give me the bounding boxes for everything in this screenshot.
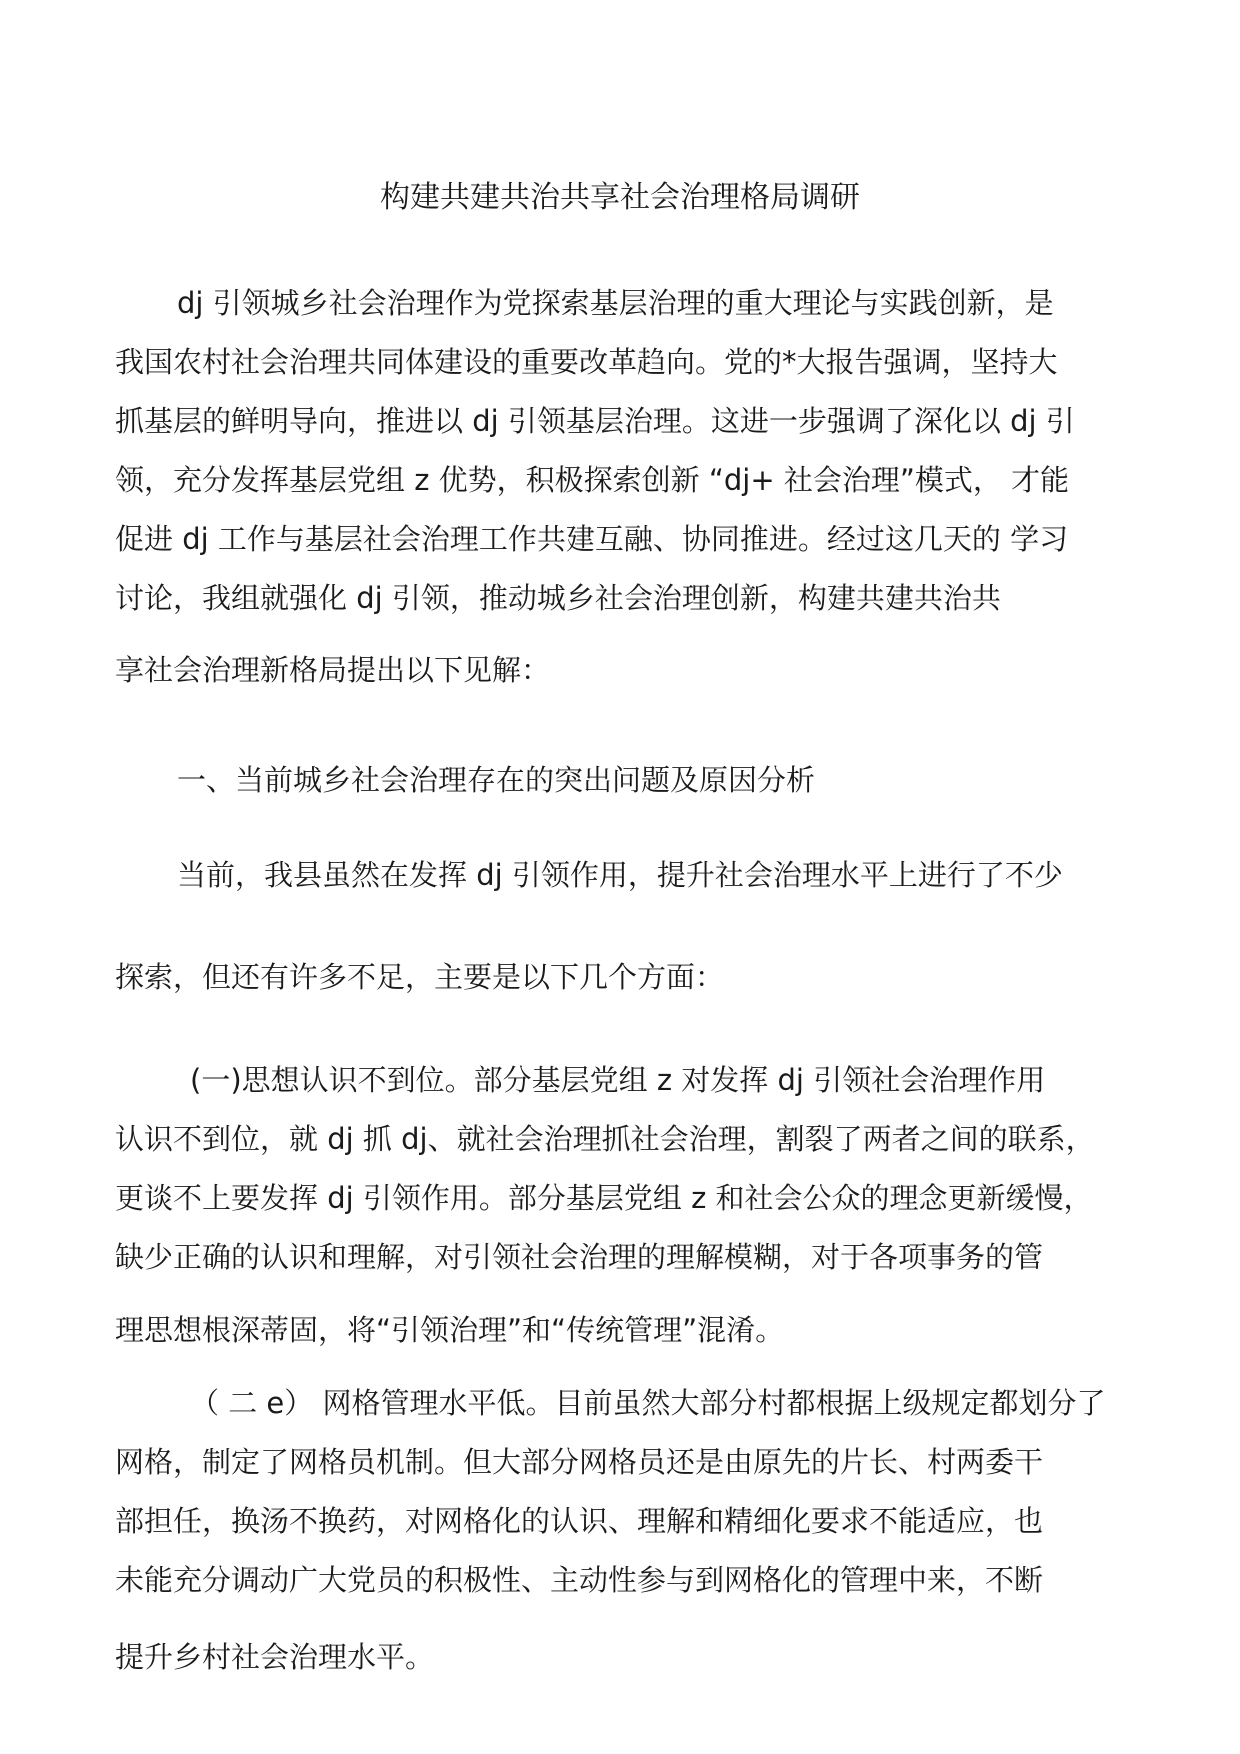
paragraph-line: 享社会治理新格局提出以下见解： [115,653,551,687]
paragraph-line: 当前，我县虽然在发挥 dj 引领作用，提升社会治理水平上进行了不少 [177,858,1063,892]
paragraph-line: 未能充分调动广大党员的积极性、主动性参与到网格化的管理中来，不断 [115,1563,1044,1597]
paragraph-line: (一)思想认识不到位。部分基层党组 z 对发挥 dj 引领社会治理作用 [190,1063,1046,1097]
paragraph-line: 提升乡村社会治理水平。 [115,1640,435,1674]
paragraph-line: 讨论，我组就强化 dj 引领，推动城乡社会治理创新，构建共建共治共 [115,581,1001,615]
paragraph-line: 认识不到位，就 dj 抓 dj、就社会治理抓社会治理，割裂了两者之间的联系， [115,1122,1095,1156]
paragraph-line: 我国农村社会治理共同体建设的重要改革趋向。党的*大报告强调，坚持大 [115,345,1058,379]
section-heading: 一、当前城乡社会治理存在的突出问题及原因分析 [177,763,816,797]
paragraph-line: 促进 dj 工作与基层社会治理工作共建互融、协同推进。经过这几天的 学习 [115,522,1069,556]
paragraph-line: 部担任，换汤不换药，对网格化的认识、理解和精细化要求不能适应，也 [115,1504,1044,1538]
paragraph-line: dj 引领城乡社会治理作为党探索基层治理的重大理论与实践创新，是 [177,286,1054,320]
paragraph-line: 更谈不上要发挥 dj 引领作用。部分基层党组 z 和社会公众的理念更新缓慢， [115,1181,1093,1215]
paragraph-line: 探索，但还有许多不足，主要是以下几个方面： [115,960,725,994]
paragraph-line: 网格，制定了网格员机制。但大部分网格员还是由原先的片长、村两委干 [115,1445,1044,1479]
paragraph-line: 缺少正确的认识和理解，对引领社会治理的理解模糊，对于各项事务的管 [115,1240,1044,1274]
paragraph-line: （ 二 e） 网格管理水平低。目前虽然大部分村都根据上级规定都划分了 [190,1386,1106,1420]
paragraph-line: 理思想根深蒂固，将“引领治理”和“传统管理”混淆。 [115,1313,785,1347]
paragraph-line: 领，充分发挥基层党组 z 优势，积极探索创新 “dj+ 社会治理”模式， 才能 [115,463,1070,497]
document-title: 构建共建共治共享社会治理格局调研 [380,180,860,215]
paragraph-line: 抓基层的鲜明导向，推进以 dj 引领基层治理。这进一步强调了深化以 dj 引 [115,404,1075,438]
